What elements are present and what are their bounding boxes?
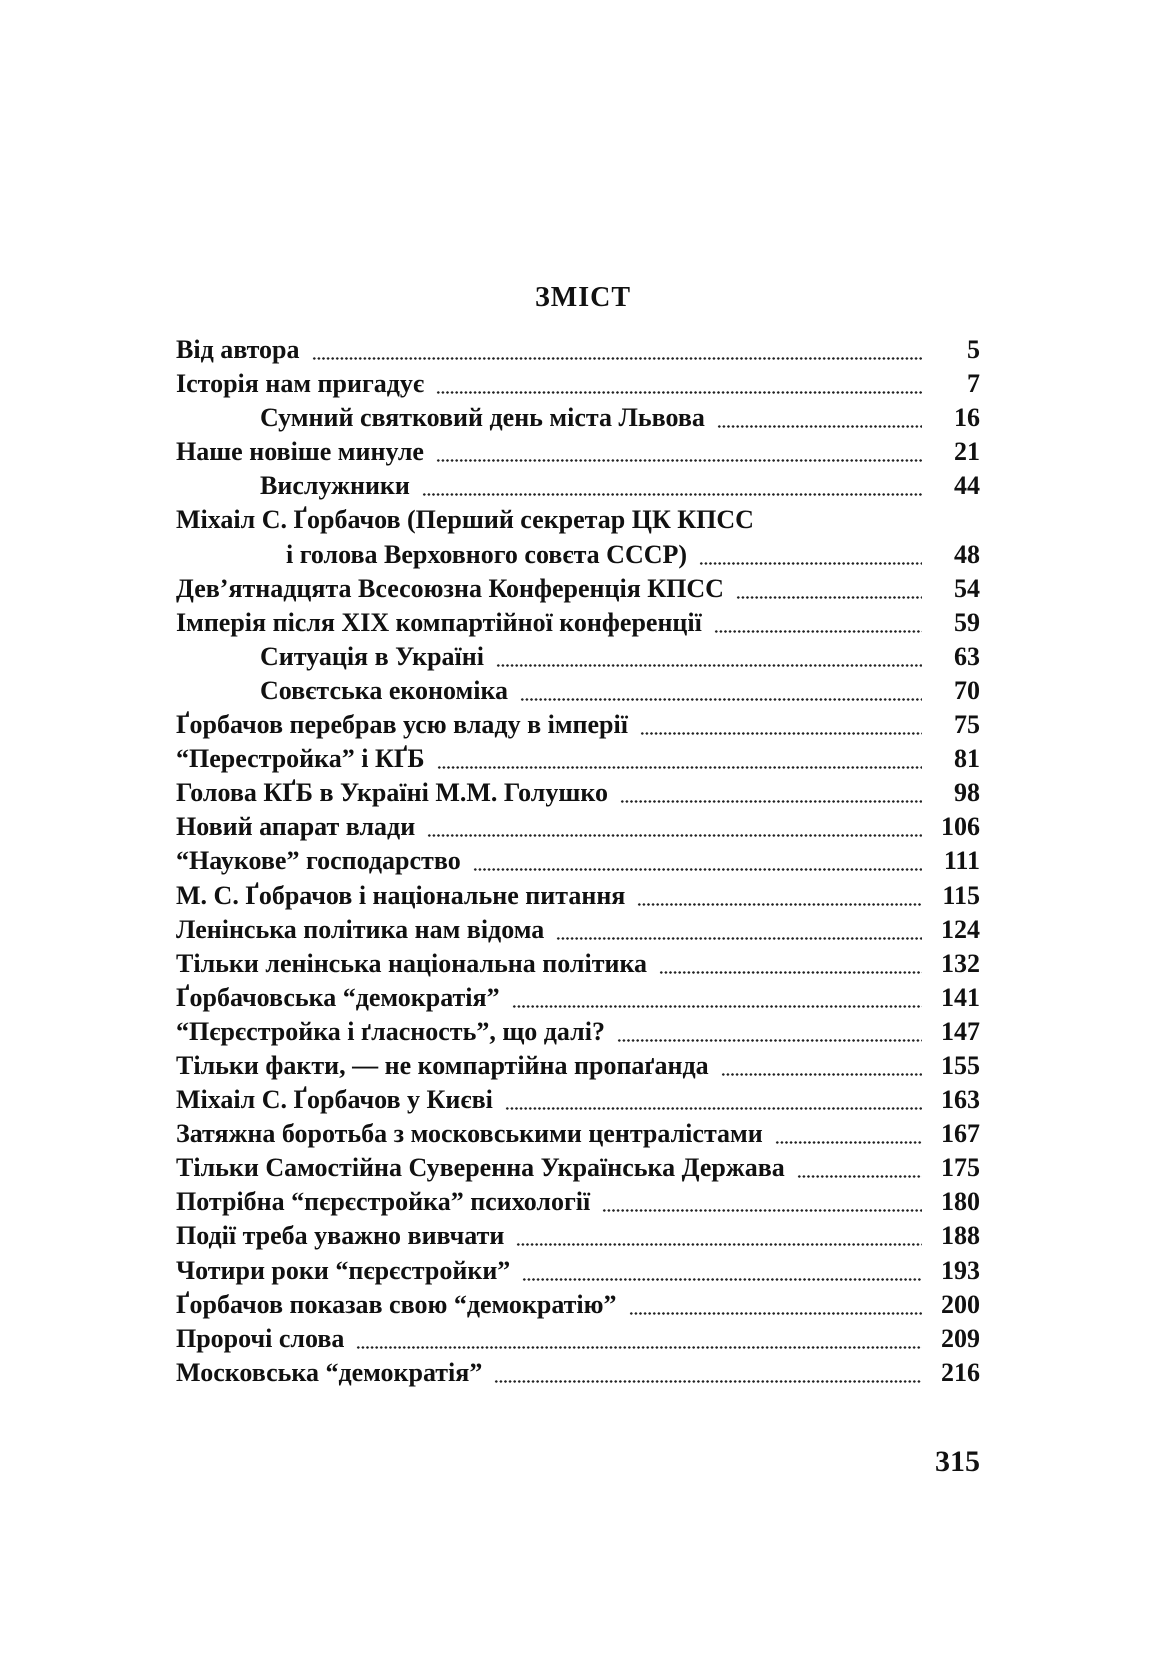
table-of-contents <box>176 333 980 1390</box>
toc-entry <box>176 401 980 435</box>
toc-entry-title: Потрібна “пєрєстройка” психології <box>176 1187 591 1217</box>
dot-leader <box>512 981 922 1015</box>
dot-leader <box>717 401 922 435</box>
toc-entry-page: 21 <box>954 437 980 467</box>
dot-leader <box>427 810 922 844</box>
dot-leader <box>494 1356 922 1390</box>
toc-entry <box>176 913 980 947</box>
dot-leader <box>522 1254 922 1288</box>
dot-leader <box>620 776 922 810</box>
toc-entry-title: Чотири роки “пєрєстройки” <box>176 1255 511 1285</box>
toc-entry <box>176 367 980 401</box>
dot-leader <box>699 538 922 572</box>
dot-leader <box>422 469 922 503</box>
toc-entry-page: 132 <box>941 948 980 978</box>
dot-leader <box>437 742 922 776</box>
toc-entry-title: і голова Верховного совєта СССР) <box>286 539 688 569</box>
toc-entry-page: 48 <box>954 539 980 569</box>
toc-entry-page: 44 <box>954 471 980 501</box>
toc-entry-page: 98 <box>954 778 980 808</box>
toc-entry-page: 70 <box>954 675 980 705</box>
toc-entry <box>176 1117 980 1151</box>
toc-entry-page: 175 <box>941 1153 980 1183</box>
dot-leader <box>714 606 922 640</box>
dot-leader <box>496 640 922 674</box>
dot-leader <box>436 367 922 401</box>
toc-entry-title: “Перестройка” і КҐБ <box>176 744 425 774</box>
toc-entry <box>176 1288 980 1322</box>
toc-entry-title: Тільки факти, — не компартійна пропаґанда <box>176 1050 709 1080</box>
toc-entry-page: 147 <box>941 1016 980 1046</box>
toc-entry <box>176 1219 980 1253</box>
toc-entry-page: 167 <box>941 1119 980 1149</box>
toc-entry <box>176 503 980 537</box>
toc-entry-title: Історія нам пригадує <box>176 369 425 399</box>
toc-entry-title: Ситуація в Україні <box>260 641 484 671</box>
toc-entry-title: Від автора <box>176 335 300 364</box>
toc-entry <box>176 1356 980 1390</box>
toc-entry-page: 81 <box>954 744 980 774</box>
toc-entry-title: Вислужники <box>260 471 410 501</box>
dot-leader <box>659 947 922 981</box>
toc-entry <box>176 1083 980 1117</box>
dot-leader <box>436 435 922 469</box>
toc-entry-title: Дев’ятнадцята Всесоюзна Конференція КПСС <box>176 573 724 603</box>
toc-entry-page: 5 <box>967 335 980 364</box>
dot-leader <box>617 1015 922 1049</box>
dot-leader <box>736 572 922 606</box>
dot-leader <box>473 844 922 878</box>
toc-entry <box>176 1015 980 1049</box>
dot-leader <box>640 708 922 742</box>
toc-entry-title: “Пєрєстройка і ґласность”, що далі? <box>176 1016 605 1046</box>
toc-entry-page: 54 <box>954 573 980 603</box>
toc-entry-page: 200 <box>941 1289 980 1319</box>
toc-entry <box>176 1322 980 1356</box>
toc-entry <box>176 606 980 640</box>
toc-entry-page: 59 <box>954 607 980 637</box>
toc-entry-page: 155 <box>941 1050 980 1080</box>
toc-entry-title: Наше новіше минуле <box>176 437 424 467</box>
toc-entry-page: 163 <box>941 1085 980 1115</box>
toc-entry-title: Ґорбачов перебрав усю владу в імперії <box>176 710 628 740</box>
toc-entry-page: 115 <box>942 880 980 910</box>
toc-entry-page: 209 <box>941 1323 980 1353</box>
dot-leader <box>797 1151 922 1185</box>
toc-entry <box>176 538 980 572</box>
toc-entry <box>176 1151 980 1185</box>
toc-entry-page: 75 <box>954 710 980 740</box>
toc-entry-page: 16 <box>954 403 980 433</box>
toc-entry-page: 193 <box>941 1255 980 1285</box>
toc-entry-page: 180 <box>941 1187 980 1217</box>
toc-entry <box>176 640 980 674</box>
toc-entry-title: Сумний святковий день міста Львова <box>260 403 705 433</box>
toc-entry <box>176 810 980 844</box>
toc-entry-title: Ґорбачовська “демократія” <box>176 982 500 1012</box>
toc-entry <box>176 879 980 913</box>
toc-entry <box>176 708 980 742</box>
toc-entry-title: Ґорбачов показав свою “демократію” <box>176 1289 617 1319</box>
dot-leader <box>556 913 922 947</box>
toc-entry <box>176 435 980 469</box>
dot-leader <box>637 879 922 913</box>
toc-entry-page: 188 <box>941 1221 980 1251</box>
toc-entry-page: 63 <box>954 641 980 671</box>
dot-leader <box>505 1083 922 1117</box>
toc-entry-page: 124 <box>941 914 980 944</box>
toc-entry-title: М. С. Ґобрачов і національне питання <box>176 880 626 910</box>
toc-entry-title: Міхаіл С. Ґорбачов у Києві <box>176 1085 493 1115</box>
dot-leader <box>520 674 922 708</box>
toc-entry-title: “Наукове” господарство <box>176 846 461 876</box>
toc-entry-title: Затяжна боротьба з московськими централістами <box>176 1119 763 1149</box>
page-number: 315 <box>935 1445 980 1478</box>
toc-entry-page: 141 <box>941 982 980 1012</box>
toc-entry-title: Совєтська економіка <box>260 675 509 705</box>
toc-entry-title: Пророчі слова <box>176 1323 345 1353</box>
toc-entry <box>176 776 980 810</box>
toc-entry-title: Тільки ленінська національна політика <box>176 948 648 978</box>
dot-leader <box>516 1219 922 1253</box>
toc-entry <box>176 844 980 878</box>
dot-leader <box>775 1117 922 1151</box>
toc-entry-title: Московська “демократія” <box>176 1357 483 1387</box>
toc-entry-title: Імперія після XIX компартійної конференції <box>176 607 702 637</box>
toc-entry-title: Голова КҐБ в Україні М.М. Голушко <box>176 778 608 808</box>
dot-leader <box>602 1185 922 1219</box>
toc-entry <box>176 1049 980 1083</box>
dot-leader <box>356 1322 922 1356</box>
toc-entry <box>176 674 980 708</box>
toc-entry <box>176 1185 980 1219</box>
toc-entry-title: Міхаіл С. Ґорбачов (Перший секретар ЦК КПСС <box>176 505 754 535</box>
dot-leader <box>721 1049 922 1083</box>
toc-entry <box>176 469 980 503</box>
toc-entry-page: 111 <box>943 846 980 876</box>
toc-entry-page: 7 <box>967 369 980 399</box>
toc-entry-page: 106 <box>941 812 980 842</box>
toc-entry-title: Ленінська політика нам відома <box>176 914 545 944</box>
dot-leader <box>629 1288 922 1322</box>
toc-entry-title: Тільки Самостійна Суверенна Українська Держава <box>176 1153 785 1183</box>
toc-entry-title: Новий апарат влади <box>176 812 416 842</box>
toc-entry <box>176 742 980 776</box>
toc-entry <box>176 981 980 1015</box>
toc-entry <box>176 1254 980 1288</box>
page-title: ЗМІСТ <box>535 282 631 313</box>
dot-leader <box>312 333 923 367</box>
toc-entry-page: 216 <box>941 1357 980 1387</box>
toc-entry <box>176 947 980 981</box>
toc-entry <box>176 572 980 606</box>
toc-entry <box>176 333 980 367</box>
toc-entry-title: Події треба уважно вивчати <box>176 1221 505 1251</box>
